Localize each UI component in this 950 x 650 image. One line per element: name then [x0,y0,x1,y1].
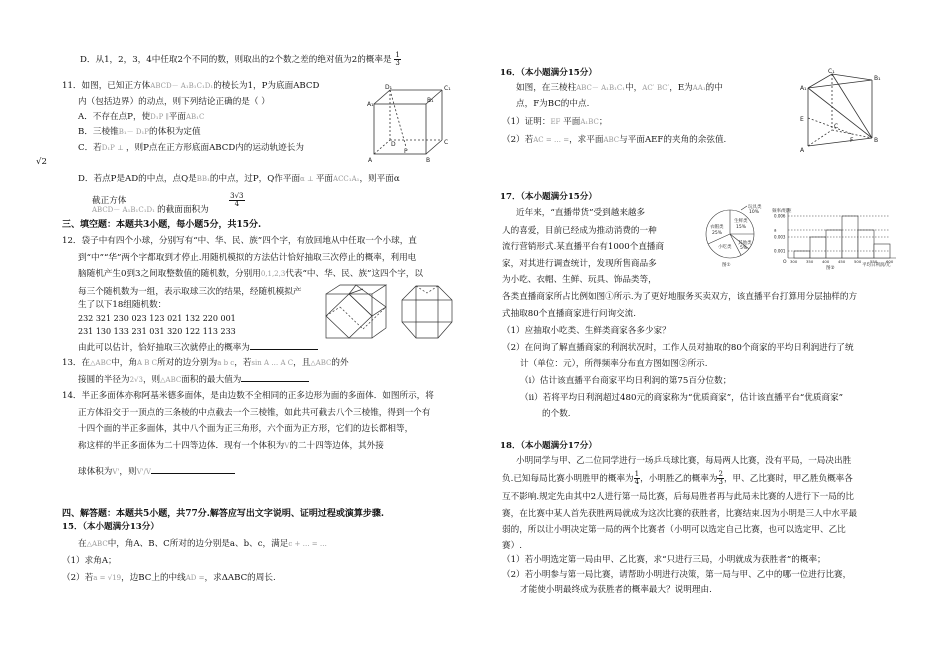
q16-line2: 点，F为BC的中点. [516,99,590,109]
histogram-figure2 [770,204,900,270]
q11-d2-fraction [229,193,244,208]
q14-answer-blank[interactable] [151,465,235,474]
q16-c: ，E为 [669,83,693,93]
q13-l2-a: 接圆的半径为 [78,375,130,385]
q15-p2-e: 的周长. [247,573,276,583]
histogram-bar [842,216,858,258]
q18-line1: 小明同学与甲、乙二位同学进行一场乒乓球比赛，每局两人比赛，没有平局，一局决出胜 [516,456,852,466]
q13-e: ，且 [293,358,311,368]
q16-faint1: ABC－ A₁B₁C₁ [576,84,626,92]
q11-option-b [78,127,201,138]
pie-leader-line [741,206,747,210]
q11-d2-faint-text: ABCD－ A₁B₁C₁D₁ [92,206,155,214]
q11-option-c [78,143,304,154]
q12-l3-faint: 0,1,2,3 [260,270,286,278]
q18-l2-a: 负.已知每局比赛小明胜甲的概率为 [502,474,634,484]
pie-label-other: 其他类 [738,241,752,246]
q17-line1: 近年来，“直播带货”受到越来越多 [516,208,646,218]
q17-sub-ii-a: （ii）若将平均日利润超过480元的商家称为“优质商家”，估计该直播平台“优质商家” [520,393,844,403]
prism-label: B₁ [874,75,881,82]
cube-label: A₁ [367,101,374,108]
q16-p1-a: （1）证明： [502,117,551,127]
q14-line5 [78,465,235,478]
q16-p2-a: （2）若 [502,135,534,145]
q16-p1-faint: EF [550,118,561,126]
section3-heading: 三、填空题：本题共3小题，每小题5分，共15分. [62,220,262,230]
q13-faint1: △ABC [90,359,112,367]
cube-front-face [374,104,426,154]
q11-d-faint: BB₁ [196,175,210,183]
y-tick-label: a [774,227,777,233]
q14-l4-a: 称这样的半正多面体为二十四等边体．现有一个体积为 [78,441,285,451]
y-tick-label: 0.003 [774,234,786,240]
random-numbers-row1: 232 321 230 023 123 021 132 220 001 [78,314,236,323]
q13-b: 中，角 [111,358,137,368]
q12-line2: 到“中”“华”两个字都取到才停止.用随机模拟的方法估计恰好抽取三次停止的概率，利用电 [78,253,417,263]
frac-den: 4 [234,200,240,208]
q17-line5: 为小吃、衣帽、生鲜、玩具、饰品类等， [502,275,657,285]
q11-d-text-b: 的中点，过P，Q作平面 [209,174,301,184]
q10-d-fraction [394,52,400,67]
q18-part2a: （2）若小明参与第一局比赛，请帮助小明进行决策，第一局与甲、乙中的哪一位进行比赛， [502,570,852,580]
q16-p2-faint2: ABC [603,136,620,144]
q12-line1: 12．袋子中有四个小球，分别写有“中、华、民、族”四个字，有放回地从中任取一个小球，直 [62,236,417,246]
frac-num: 1 [634,470,640,478]
q14-l4-faint: V [284,442,290,450]
q11-line2: 内（包括边界）的动点，则下列结论正确的是（ ） [78,97,270,107]
cube-cut-figure [326,285,386,338]
q16-p2-c: 与平面AEF的夹角的余弦值. [619,135,727,145]
q17-part2b: 计（单位：元），所得频率分布直方图如图②所示. [520,359,708,369]
q15-faint: △ABC [86,540,108,548]
q15-p2-b: ，边BC上的中线 [121,573,186,583]
pie-label-clothes: 衣帽类 [710,225,724,230]
q18-line4: 赛，在比赛中某人首先获胜两局就成为这次比赛的获胜者，比赛结束.因为小明是三人中水平最 [502,509,858,519]
frac-den: 3 [718,478,723,486]
pie-figure-caption: 图① [722,263,731,268]
frac-num: 1 [395,51,400,59]
q11-text-a: 11．如图，已知正方体 [62,81,151,91]
segment-ef [808,118,852,134]
prism-label: F [850,137,854,144]
q18-line2 [502,471,853,486]
frac-den: 4 [634,478,640,486]
q16-faint2: AC′ [642,84,655,92]
q16-a: 如图，在三棱柱 [516,83,577,93]
x-tick-label: 500 [854,259,862,264]
cube-label: D [391,141,396,148]
polyhedra-figure [320,282,460,344]
x-tick-label: 550 [870,259,878,264]
q11-d-faint2: α ⊥ [300,175,316,183]
q11-d-text-d: ，则平面α [359,174,400,184]
prism-edge [808,138,872,146]
q11-option-a [78,112,204,123]
prism-label: E [800,116,804,123]
q17-line7: 式抽取80个直播商家进行问询交流. [502,309,636,319]
prism-label: C₁ [828,68,835,75]
q13-line1 [62,358,349,369]
q18-line5: 弱的，所以让小明决定第一局的两个比赛者（小明可以选定自己比赛，也可以选定甲、乙比 [502,525,846,535]
x-tick-label: 400 [822,259,830,264]
q17-line2: 人的喜爱，目前已经成为推动消费的一种 [502,226,657,236]
histogram-bar [810,237,826,258]
q13-faint4: sin A … A C [251,359,294,367]
pie-label-toy: 玩具类 [748,205,762,210]
q11-a-faint: D₁P ∥ [150,113,169,121]
cube-hidden-edge [374,140,390,154]
q11-d2-text-b: 的截面面积为 [157,205,209,215]
q11-c-text-b: ，则P点在正方形底面ABCD内的运动轨迹长为 [125,143,304,153]
q12-l8-text: 由此可以估计，恰好抽取三次就停止的概率为 [78,343,250,353]
q13-a: 13．在 [62,358,91,368]
q11-c-faint: D₁P ⊥ [101,144,126,152]
q14-l5-faint2: V'/V [136,468,151,476]
q16-p1-b: 平面 [563,117,581,127]
q11-a-text-b: 平面 [168,112,186,122]
cut-edge-hidden [326,307,340,316]
prism-label: A₁ [800,85,807,92]
q12-l3-a: 脑随机产生0到3之间取整数值的随机数，分别用 [78,269,261,279]
x-tick-label: 600 [886,259,894,264]
q16-heading: 16．（本小题满分15分） [500,68,597,78]
prism-label: B [874,137,879,144]
q16-p1-c: ； [598,117,608,127]
histogram-bar [858,230,874,258]
histogram-bar [794,251,810,258]
q11-text-b: 的棱长为1，P为底面ABCD [213,81,320,91]
cube-label: D₁ [385,84,393,91]
q16-p2-faint: AC = … = [533,136,570,144]
q11-b-text-b: 的体积为定值 [149,127,201,137]
prism-diagonal [808,88,872,138]
x-tick-label: 300 [790,259,798,264]
q17-line3: 流行营销形式.某直播平台有1000个直播商 [502,242,665,252]
q12-line8 [78,341,318,354]
q11-faint-a: ABCD－ A₁B₁C₁D₁ [150,82,214,90]
q15-part2 [62,573,276,584]
q16-d: 的中 [705,83,723,93]
q15-p2-faint: a = √19 [93,574,122,582]
pie-label-fresh: 生鲜类 [734,219,748,224]
q17-line6: 各类直播商家所占比例如图①所示.为了更好地服务买卖双方，该直播平台打算用分层抽样的方 [502,292,858,302]
q17-sub-ii-b: 的个数. [542,409,571,419]
q15-p2-a: （2）若 [62,573,94,583]
prism-label: C [834,123,839,130]
q16-part1 [502,117,607,128]
q13-l2-c: 面积的最大值为 [181,375,242,385]
cube-label: C₁ [444,85,451,92]
pie-pct-fresh: 15% [736,225,747,230]
frac-num: 3√3 [230,192,244,200]
q15-b: 中，角A、B、C所对的边分别是a、b、c，满足 [107,539,289,549]
q17-sub-i: （i）估计该直播平台商家平均日利润的第75百分位数； [520,376,732,386]
pie-label-snack: 小吃类 [718,245,732,250]
q18-l2-c: ，甲、乙比赛时，甲乙胜负概率各 [723,474,853,484]
q11-d-text-c: 平面 [315,174,334,184]
prism-figure [796,66,896,162]
q11-a-faint2: AB₁C [185,113,205,121]
q14-l5-b: ，则 [119,467,137,477]
q18-line3: 互不影响.规定先由其中2人进行第一局比赛，后每局胜者再与此局未比赛的人进行下一局的比 [502,492,854,502]
q12-l3-b: 代表“中、华、民、族”这四个字，以 [285,269,424,279]
hist-figure-caption: 图② [826,266,835,270]
outer-cube-top [326,285,386,294]
q13-faint3: a b c [217,359,235,367]
frac-num: 2 [718,470,723,478]
q18-part1: （1）若小明选定第一局由甲、乙比赛，求“只进行三局，小明就成为获胜者”的概率； [502,555,826,565]
pie-chart-figure1 [700,204,770,268]
q16-faint4: AA₁ [692,84,706,92]
q11-line1 [62,81,319,92]
q11-c-text: C．若 [78,143,102,153]
x-tick-label: 450 [838,259,846,264]
q17-part1: （1）应抽取小吃类、生鲜类商家各多少家？ [502,326,671,336]
y-axis-label: 频率/组距 [772,209,792,214]
q10-option-d [80,52,401,67]
q15-heading: 15．（本小题满分13分） [62,522,159,532]
q14-line4 [78,441,384,452]
q18-l2-b: ，小明胜乙的概率为 [640,474,718,484]
q18-line6: 赛）. [502,541,522,551]
q15-p2-faint2: AD = [185,574,205,582]
q13-d: ，若 [234,358,252,368]
q13-answer-blank[interactable] [241,373,309,382]
prism-label: A [800,147,805,154]
q13-l2-b: ，则 [142,375,161,385]
cube-edge [426,140,442,154]
histogram-bar [826,230,842,258]
q13-c: 所对的边分别为 [157,358,218,368]
q16-part2 [502,135,726,146]
x-axis-label: 平均日利润/元 [862,263,891,268]
q14-l5-faint: V' [112,468,120,476]
x-tick-label: 350 [806,259,814,264]
q14-l4-b: 的二十四等边体，其外接 [289,441,384,451]
q14-line2: 正方体沿交于一顶点的三条棱的中点截去一个三棱锥，如此共可截去八个三棱锥，得到一个有 [78,408,431,418]
section4-heading: 四、解答题：本题共5小题，共77分.解答应写出文字说明、证明过程或演算步骤. [62,509,385,519]
cuboctahedron-figure [402,286,452,338]
q11-option-d [78,174,400,185]
pie-pct-other: 5% [740,246,748,251]
q15-a: 在 [78,539,87,549]
q15-faint2: c + … = … [288,540,327,548]
q17-line4: 家，对其进行调查统计，发现所售商品多 [502,259,657,269]
y-tick-label: 0.006 [774,213,786,219]
q11-b-faint: B₁－ D₁P [118,128,150,136]
q16-b: 中， [625,83,643,93]
cuboct-outline [402,286,452,338]
cuboct-hidden-edge [416,286,438,293]
q14-l5-a: 球体积为 [78,467,113,477]
q16-p2-b: ，求平面 [569,135,604,145]
q10-d-text: D．从1，2，3，4中任取2个不同的数，则取出的2个数之差的绝对值为2的概率是 [80,55,392,65]
q15-part1: （1）求角A； [62,556,117,566]
q17-heading: 17．（本小题满分15分） [500,192,597,202]
q11-d-text: D．若点P是AD的中点，点Q是 [78,174,197,184]
cut-edge-hidden [340,307,363,329]
frac-den: 3 [395,59,400,67]
cube-label: B₁ [427,97,434,104]
origin-label: O [783,260,787,265]
y-tick-label: 0.001 [774,248,786,254]
prism-top-face [808,74,872,88]
q12-line4: 每三个随机数为一组，表示取球三次的结果，经随机模拟产 [78,287,302,297]
q18-heading: 18．（本小题满分17分） [500,441,597,451]
pie-pct-clothes: 25% [712,231,723,236]
q11-d2-text: 截正方体 [92,196,127,206]
cube-hidden-edge [390,90,406,147]
q13-faint5: △ABC [310,359,332,367]
q16-line1 [516,83,723,94]
q11-d2-faint [92,205,209,216]
q12-line5: 生了以下18组随机数： [78,300,167,310]
cube-label: C [444,139,449,146]
cube-label: B [426,157,431,164]
cube-label: P [404,148,408,155]
q12-answer-blank[interactable] [250,341,318,350]
q15-p2-c: ，求 [204,573,222,583]
q16-faint3: BC′ [657,84,670,92]
pie-pct-toy: 10% [749,210,760,215]
cube-figure [366,84,456,164]
cube-label: A [368,157,373,164]
q13-f: 的外 [331,358,349,368]
cube-edge [374,90,390,104]
q13-l2-faint: 2√3 [129,376,143,384]
q14-line3: 十四个面的半正多面体，其中八个面为正三角形，六个面为正方形，它们的边长都相等， [78,424,414,434]
random-numbers-row2: 231 130 133 231 031 320 122 113 233 [78,327,236,336]
cuboct-front-square [416,300,438,322]
q15-line1 [78,539,327,550]
q11-c-sqrt: √2 [36,157,47,167]
q13-l2-faint2: △ABC [160,376,182,384]
q11-a-text: A．不存在点P，使 [78,112,151,122]
q11-b-text: B．三棱锥 [78,127,119,137]
q16-p1-faint2: A₁BC [580,118,599,126]
q11-d-faint3: ACC₁A₁ [333,175,360,183]
q18-part2b: 才能使小明最终成为获胜者的概率最大？说明理由. [520,585,712,595]
q17-part2a: （2）在问询了解直播商家的利润状况时，工作人员对抽取的80个商家的平均日利润进行了统 [502,343,854,353]
q14-line1: 14．半正多面体亦称阿基米德多面体，是由边数不全相同的正多边形为面的多面体．如图所示，将 [62,391,434,401]
cut-face [349,285,386,316]
q13-line2 [78,373,309,386]
q13-faint2: A B C [137,359,158,367]
q12-line3 [78,269,423,280]
q15-p2-d: ΔABC [221,573,248,583]
